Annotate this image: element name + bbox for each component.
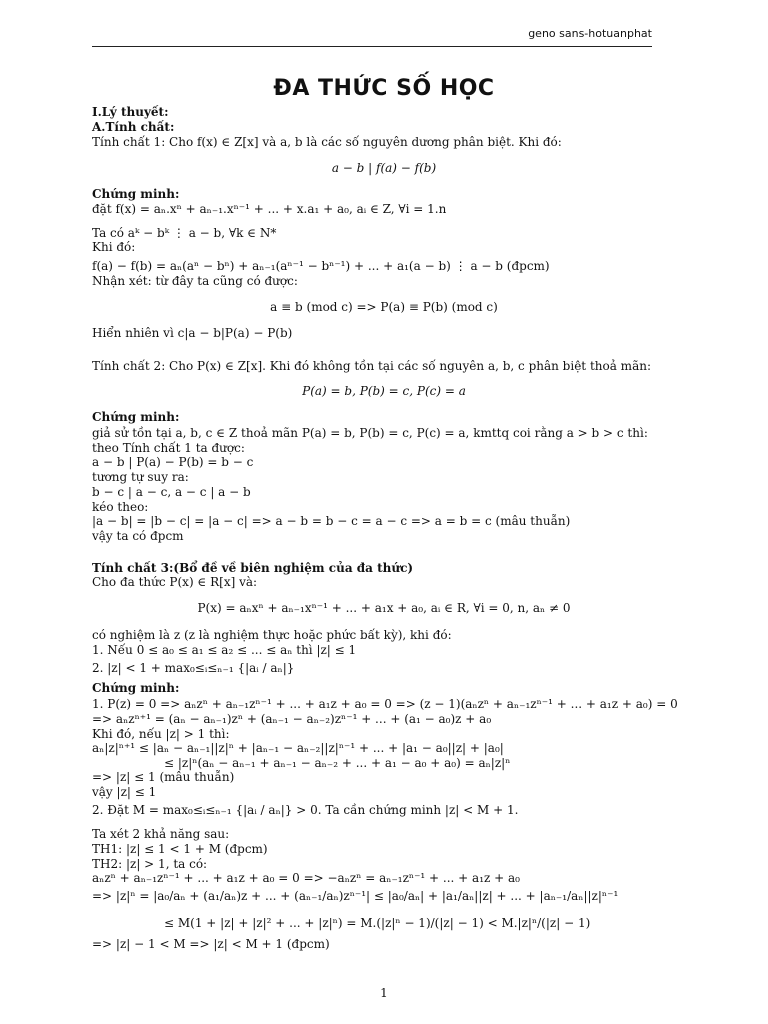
text-line: b − c | a − c, a − c | a − b	[92, 485, 251, 499]
text-line: vậy |z| ≤ 1	[92, 785, 157, 799]
text-line: có nghiệm là z (z là nghiệm thực hoặc phức bất kỳ), khi đó:	[92, 628, 452, 642]
document-title: ĐA THỨC SỐ HỌC	[273, 76, 495, 101]
text-line: Nhận xét: từ đây ta cũng có được:	[92, 274, 298, 288]
section-heading: Chứng minh:	[92, 187, 180, 201]
text-line: ≤ |z|ⁿ(aₙ − aₙ₋₁ + aₙ₋₁ − aₙ₋₂ + ... + a₁ − a₀ + a₀) = aₙ|z|ⁿ	[164, 756, 511, 770]
text-line: Tính chất 1: Cho f(x) ∈ Z[x] và a, b là các số nguyên dương phân biệt. Khi đó:	[92, 135, 562, 149]
text-line: aₙ|z|ⁿ⁺¹ ≤ |aₙ − aₙ₋₁||z|ⁿ + |aₙ₋₁ − aₙ₋₂||z|ⁿ⁻¹ + ... + |a₁ − a₀||z| + |a₀|	[92, 741, 504, 755]
text-line: => |z| − 1 < M => |z| < M + 1 (đpcm)	[92, 937, 330, 951]
text-line: => |z|ⁿ = |a₀/aₙ + (a₁/aₙ)z + ... + (aₙ₋₁/aₙ)zⁿ⁻¹| ≤ |a₀/aₙ| + |a₁/aₙ||z| + ... + |aₙ₋₁/aₙ||z|ⁿ⁻¹	[92, 889, 619, 903]
section-heading: Chứng minh:	[92, 681, 180, 695]
text-line: Ta có aᵏ − bᵏ ⋮ a − b, ∀k ∈ N*	[92, 226, 277, 240]
display-formula: P(x) = aₙxⁿ + aₙ₋₁xⁿ⁻¹ + ... + a₁x + a₀, aᵢ ∈ R, ∀i = 0, n, aₙ ≠ 0	[197, 601, 571, 615]
text-line: Hiển nhiên vì c|a − b|P(a) − P(b)	[92, 326, 293, 340]
page-number: 1	[380, 986, 388, 1000]
text-line: => aₙzⁿ⁺¹ = (aₙ − aₙ₋₁)zⁿ + (aₙ₋₁ − aₙ₋₂)zⁿ⁻¹ + ... + (a₁ − a₀)z + a₀	[92, 712, 492, 726]
text-line: |a − b| = |b − c| = |a − c| => a − b = b − c = a − c => a = b = c (mâu thuẫn)	[92, 514, 571, 528]
text-line: ≤ M(1 + |z| + |z|² + ... + |z|ⁿ) = M.(|z|ⁿ − 1)/(|z| − 1) < M.|z|ⁿ/(|z| − 1)	[164, 916, 591, 930]
header-text: geno sans-hotuanphat	[528, 27, 652, 40]
text-line: Khi đó, nếu |z| > 1 thì:	[92, 727, 230, 741]
text-line: Tính chất 2: Cho P(x) ∈ Z[x]. Khi đó không tồn tại các số nguyên a, b, c phân biệt thoả mãn:	[92, 359, 651, 373]
text-line: theo Tính chất 1 ta được:	[92, 441, 245, 455]
text-line: Cho đa thức P(x) ∈ R[x] và:	[92, 575, 258, 589]
display-formula: a ≡ b (mod c) => P(a) ≡ P(b) (mod c)	[270, 300, 498, 314]
text-line: Khi đó:	[92, 240, 136, 254]
text-line: 2. |z| < 1 + max₀≤ᵢ≤ₙ₋₁ {|aᵢ / aₙ|}	[92, 661, 295, 675]
display-formula: a − b | f(a) − f(b)	[331, 161, 437, 175]
text-line: giả sử tồn tại a, b, c ∈ Z thoả mãn P(a) = b, P(b) = c, P(c) = a, kmttq coi rằng a > b > c thì:	[92, 426, 648, 440]
text-line: tương tự suy ra:	[92, 470, 189, 484]
section-heading: Chứng minh:	[92, 410, 180, 424]
text-line: Ta xét 2 khả năng sau:	[92, 827, 230, 841]
text-line: TH1: |z| ≤ 1 < 1 + M (đpcm)	[92, 842, 268, 856]
text-line: kéo theo:	[92, 500, 149, 514]
section-heading: Tính chất 3:(Bổ đề về biên nghiệm của đa thức)	[92, 561, 414, 575]
text-line: vậy ta có đpcm	[92, 529, 184, 543]
running-header	[92, 26, 652, 47]
text-line: f(a) − f(b) = aₙ(aⁿ − bⁿ) + aₙ₋₁(aⁿ⁻¹ − bⁿ⁻¹) + ... + a₁(a − b) ⋮ a − b (đpcm)	[92, 259, 550, 273]
text-line: a − b | P(a) − P(b) = b − c	[92, 455, 254, 469]
text-line: TH2: |z| > 1, ta có:	[92, 857, 208, 871]
section-heading: A.Tính chất:	[92, 120, 175, 134]
text-line: đặt f(x) = aₙ.xⁿ + aₙ₋₁.xⁿ⁻¹ + ... + x.a₁ + a₀, aᵢ ∈ Z, ∀i = 1.n	[92, 202, 447, 216]
text-line: 1. P(z) = 0 => aₙzⁿ + aₙ₋₁zⁿ⁻¹ + ... + a₁z + a₀ = 0 => (z − 1)(aₙzⁿ + aₙ₋₁zⁿ⁻¹ + ... + a₁z + a₀) = 0	[92, 697, 678, 711]
display-formula: P(a) = b, P(b) = c, P(c) = a	[302, 384, 466, 398]
text-line: 2. Đặt M = max₀≤ᵢ≤ₙ₋₁ {|aᵢ / aₙ|} > 0. Ta cần chứng minh |z| < M + 1.	[92, 803, 519, 817]
section-heading: I.Lý thuyết:	[92, 105, 169, 119]
text-line: => |z| ≤ 1 (mâu thuẫn)	[92, 770, 235, 784]
text-line: 1. Nếu 0 ≤ a₀ ≤ a₁ ≤ a₂ ≤ ... ≤ aₙ thì |z| ≤ 1	[92, 643, 357, 657]
text-line: aₙzⁿ + aₙ₋₁zⁿ⁻¹ + ... + a₁z + a₀ = 0 => −aₙzⁿ = aₙ₋₁zⁿ⁻¹ + ... + a₁z + a₀	[92, 871, 520, 885]
